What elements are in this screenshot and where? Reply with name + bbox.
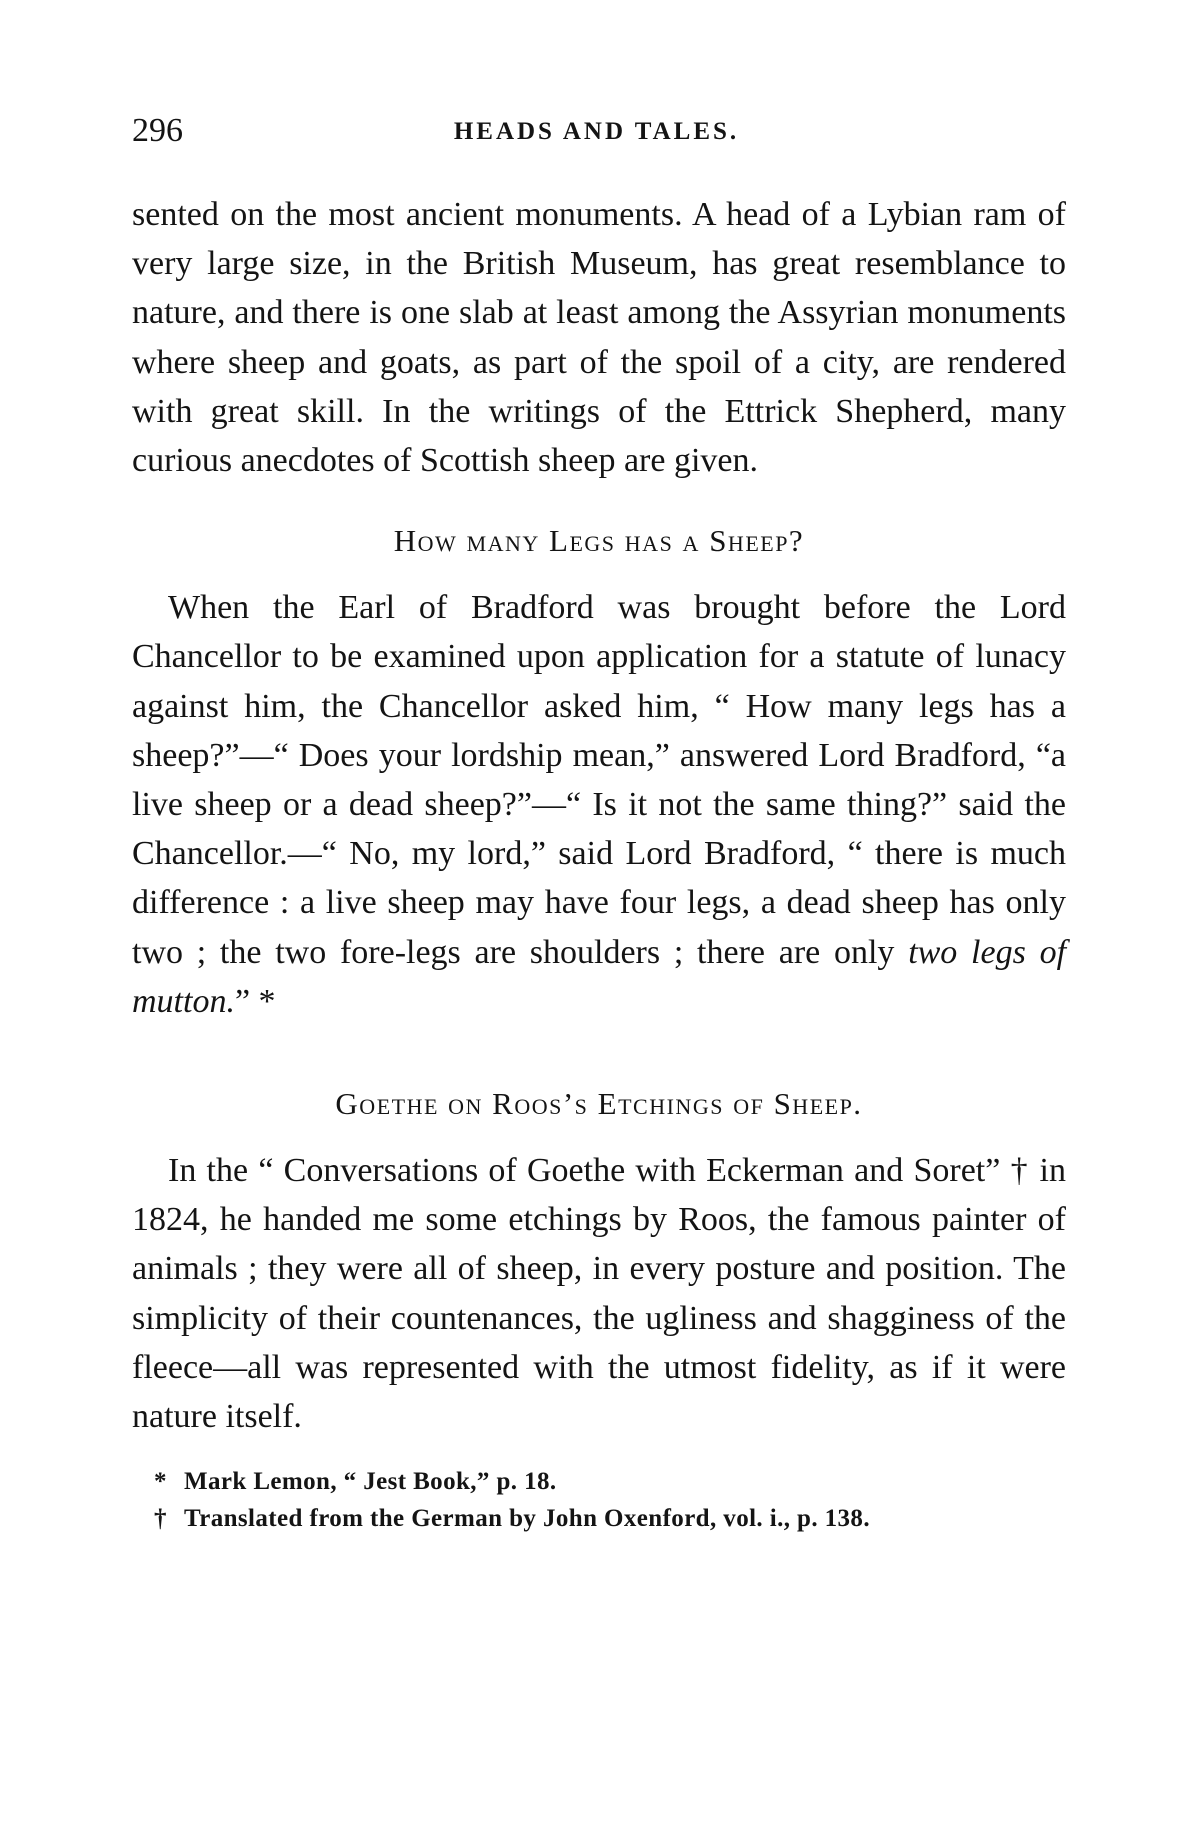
footnote: [132, 1500, 1066, 1537]
italic-phrase: two legs of mutton.: [132, 933, 1067, 1020]
running-title: HEADS AND TALES.: [453, 118, 740, 145]
footnote: [132, 1463, 1066, 1500]
paragraph-continuation: sented on the most ancient monuments. A head of a Lybian ram of very large size, in the British Museum, has great resemblance to nature, and there is one slab at least among the Assyrian monuments where sheep and goats, as part of the spoil of a city, are rendered with great skill. In the writings of the Ettrick Shepherd, many curious anecdotes of Scottish sheep are given.: [132, 196, 1066, 480]
page-number: 296: [132, 112, 183, 149]
footnote-mark: *: [154, 1468, 167, 1496]
paragraph-bradford-anecdote: [132, 583, 1066, 1026]
footnote-reference: ” *: [234, 982, 276, 1020]
paragraph-bradford-text: When the Earl of Bradford was brought before the Lord Chancellor to be examined upon application for a statute of lunacy against him, the Chancellor asked him, “ How many legs has a sheep?”—“ Does your lordship mean,” answered Lord Bradford, “a live sheep or a dead sheep?”—“ Is it not the same thing?” said the Chancellor.—“ No, my lord,” said Lord Bradford, “ there is much difference : a live sheep may have four legs, a dead sheep has only two ; the two fore-legs are shoulders ; there are only: [132, 589, 1066, 971]
footnote-text: Translated from the German by John Oxenford, vol. i., p. 138.: [184, 1505, 870, 1533]
footnote-text: Mark Lemon, “ Jest Book,” p. 18.: [184, 1468, 557, 1496]
footnotes: [132, 1463, 1066, 1537]
footnote-mark: †: [154, 1505, 167, 1533]
paragraph-goethe-etchings: In the “ Conversations of Goethe with Eckerman and Soret” † in 1824, he handed me some etchings by Roos, the famous painter of animals ; they were all of sheep, in every posture and position. The simplicity of their countenances, the ugliness and shagginess of the fleece—all was represented with the utmost fidelity, as if it were nature itself.: [132, 1152, 1066, 1436]
page-header: [132, 112, 1061, 162]
section-heading-goethe-roos: Goethe on Roos’s Etchings of Sheep.: [335, 1086, 863, 1122]
section-heading-sheep-legs: How many Legs has a Sheep?: [393, 523, 805, 559]
page-body: [132, 190, 1066, 1537]
